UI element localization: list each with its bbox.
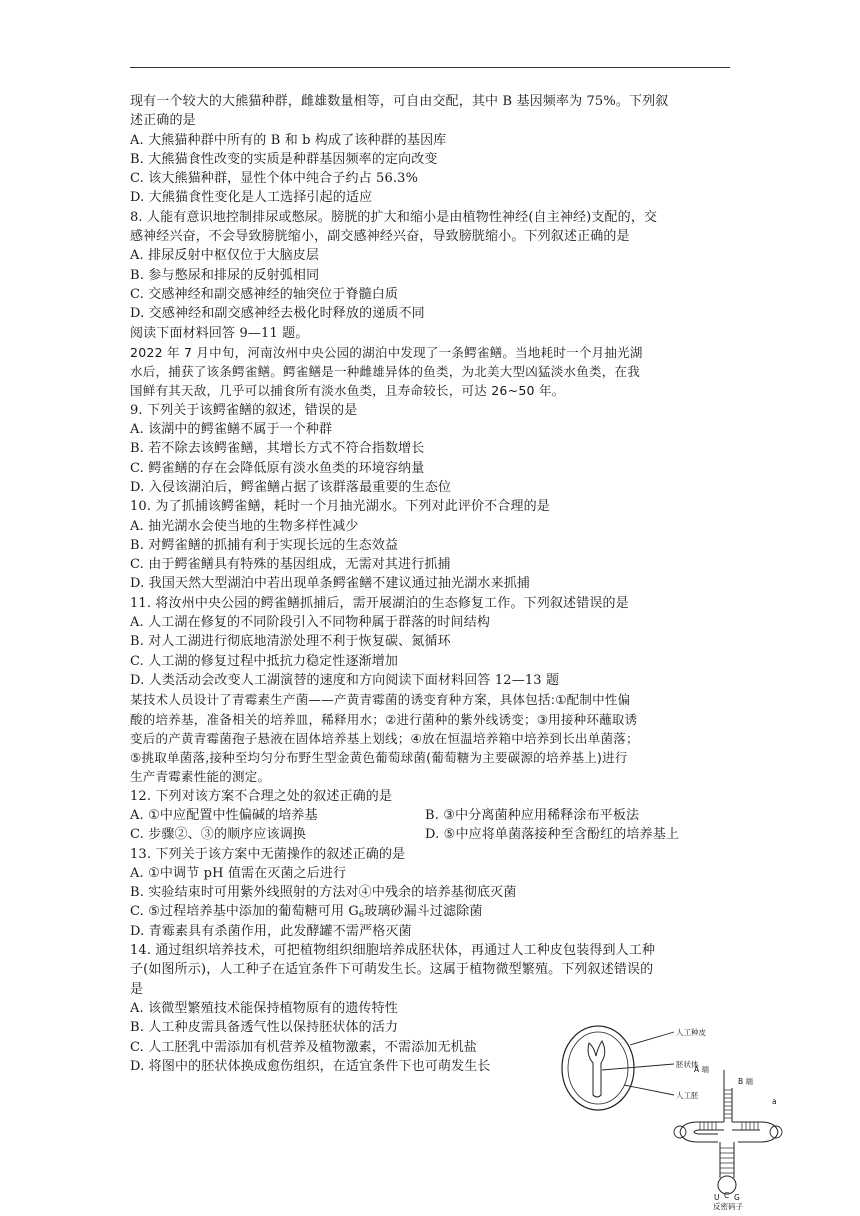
text-line: 现有一个较大的大熊猫种群，雌雄数量相等，可自由交配，其中 B 基因频率为 75%。下列叙 [130, 94, 669, 109]
anticodon-base-1: U [714, 1193, 720, 1202]
question-stem: 8. 人能有意识地控制排尿或憋尿。膀胱的扩大和缩小是由植物性神经(自主神经)支配的，交 [130, 209, 658, 225]
question-stem: 13. 下列关于该方案中无菌操作的叙述正确的是 [130, 846, 406, 862]
option-line: D. 我国天然大型湖泊中若出现单条鳄雀鳝不建议通过抽光湖水来抓捕 [130, 576, 531, 592]
option-line: B. 若不除去该鳄雀鳝，其增长方式不符合指数增长 [130, 441, 425, 457]
option-b: B. ③中分离菌种应用稀释涂布平板法 [425, 807, 640, 823]
label-embryo: 胚状体 [676, 1060, 699, 1069]
label-a-end: A 端 [694, 1065, 710, 1074]
anticodon-base-3: G [734, 1193, 740, 1202]
option-c-pre: C. ⑤过程培养基中添加的葡萄糖可用 G [130, 904, 359, 920]
t-arm-rungs [742, 1122, 758, 1130]
questions-9-11-block [130, 401, 735, 690]
material-line: 水后，捕获了该条鳄雀鳝。鳄雀鳝是一种雌雄异体的鱼类，为北美大型凶猛淡水鱼类，在我 [130, 364, 641, 380]
option-c: C. 人工胚乳中需添加有机营养及植物激素，不需添加无机盐 [130, 1039, 477, 1055]
question-stem: 14. 通过组织培养技术，可把植物组织细胞培养成胚状体，再通过人工种皮包装得到人工种 [130, 943, 656, 959]
trna-diagram [668, 1060, 788, 1210]
option-line: C. 交感神经和副交感神经的轴突位于脊髓白质 [130, 286, 399, 302]
option-line: D. 人类活动会改变人工湖演替的速度和方向阅读下面材料回答 12—13 题 [130, 672, 560, 688]
header-rule [130, 67, 730, 68]
label-endosperm: 人工胚 [676, 1091, 699, 1100]
option-b: B. 实验结束时可用紫外线照射的方法对④中残余的培养基彻底灭菌 [130, 885, 517, 901]
option-line: C. 人工湖的修复过程中抵抗力稳定性逐渐增加 [130, 653, 399, 669]
option-line: D. 入侵该湖泊后，鳄雀鳝占据了该群落最重要的生态位 [130, 479, 452, 495]
d-arm [680, 1122, 724, 1142]
trna-figure [668, 1060, 788, 1210]
option-a: A. 该微型繁殖技术能保持植物原有的遗传特性 [130, 1000, 398, 1016]
question-8-block [130, 208, 735, 343]
text-line: 述正确的是 [130, 113, 196, 129]
label-seed-coat: 人工种皮 [676, 1028, 706, 1037]
reading-instruction: 阅读下面材料回答 9—11 题。 [130, 325, 309, 341]
question-stem: 是 [130, 981, 144, 997]
material-passage-2 [130, 690, 735, 786]
option-line: D. 交感神经和副交感神经去极化时释放的递质不同 [130, 306, 425, 322]
material-line: 酸的培养基，准备相关的培养皿，稀释用水；②进行菌种的紫外线诱变；③用接种环蘸取诱 [130, 711, 638, 727]
option-line: C. 鳄雀鳝的存在会降低原有淡水鱼类的环境容纳量 [130, 460, 425, 476]
option-line: A. 抽光湖水会使当地的生物多样性减少 [130, 518, 359, 534]
option-line: A. 排尿反射中枢仅位于大脑皮层 [130, 248, 320, 264]
material-line: 变后的产黄青霉菌孢子悬液在固体培养基上划线；④放在恒温培养箱中培养到长出单菌落； [130, 730, 639, 746]
material-line: 某技术人员设计了青霉素生产菌——产黄青霉菌的诱变育种方案，具体包括:①配制中性偏 [130, 692, 631, 708]
question-stem: 9. 下列关于该鳄雀鳝的叙述，错误的是 [130, 402, 358, 418]
pointer-line [624, 1085, 674, 1095]
document-body [130, 92, 735, 1076]
option-b: B. 人工种皮需具备透气性以保持胚状体的活力 [130, 1020, 399, 1036]
material-line: 2022 年 7 月中旬，河南汝州中央公园的湖泊中发现了一条鳄雀鳝。当地耗时一个月抽光湖 [130, 344, 643, 360]
label-anticodon: 反密码子 [713, 1202, 743, 1210]
option-d: D. ⑤中应将单菌落接种至含酚红的培养基上 [425, 827, 680, 843]
anticodon-stem [720, 1142, 734, 1178]
label-b-end: B 端 [738, 1077, 754, 1086]
question-stem: 11. 将汝州中央公园的鳄雀鳝抓捕后，需开展湖泊的生态修复工作。下列叙述错误的是 [130, 595, 629, 611]
question-12-block [130, 787, 735, 845]
option-c-post: 玻璃砂漏斗过滤除菌 [364, 904, 483, 920]
option-d: D. 将图中的胚状体换成愈伤组织，在适宜条件下也可萌发生长 [130, 1058, 491, 1074]
option-line: B. 对人工湖进行彻底地清淤处理不利于恢复碳、氮循环 [130, 634, 451, 650]
question-stem: 子(如图所示)，人工种子在适宜条件下可萌发生长。这属于植物微型繁殖。下列叙述错误的 [130, 962, 654, 978]
anticodon-base-2: C [724, 1191, 730, 1200]
option-row [130, 825, 735, 844]
d-arm-rungs [700, 1122, 716, 1130]
pointer-line [630, 1032, 674, 1045]
option-line: B. 参与憋尿和排尿的反射弧相同 [130, 267, 320, 283]
option-line: A. 该湖中的鳄雀鳝不属于一个种群 [130, 422, 333, 438]
anticodon-rungs [720, 1148, 734, 1173]
question-stem: 感神经兴奋，不会导致膀胱缩小，副交感神经兴奋，导致膀胱缩小。下列叙述正确的是 [130, 229, 630, 245]
label-a-small: a [772, 1097, 777, 1106]
question-7-block [130, 92, 735, 208]
t-arm [732, 1122, 778, 1142]
option-line: A. 人工湖在修复的不同阶段引入不同物种属于群落的时间结构 [130, 615, 491, 631]
option-a: A. ①中应配置中性偏碱的培养基 [130, 807, 318, 823]
option-line: B. 大熊猫食性改变的实质是种群基因频率的定向改变 [130, 151, 438, 167]
acceptor-rungs [724, 1090, 732, 1118]
option-c: C. 步骤②、③的顺序应该调换 [130, 827, 306, 843]
option-row [130, 806, 735, 825]
material-line: 国鲜有其天敌，几乎可以捕食所有淡水鱼类，且寿命较长，可达 26~50 年。 [130, 383, 565, 399]
question-stem: 12. 下列对该方案不合理之处的叙述正确的是 [130, 788, 393, 804]
option-line: D. 大熊猫食性变化是人工选择引起的适应 [130, 190, 373, 206]
option-d: D. 青霉素具有杀菌作用，此发酵罐不需严格灭菌 [130, 923, 412, 939]
option-a: A. ①中调节 pH 值需在灭菌之后进行 [130, 865, 347, 881]
option-line: B. 对鳄雀鳝的抓捕有利于实现长远的生态效益 [130, 537, 399, 553]
question-stem: 10. 为了抓捕该鳄雀鳝，耗时一个月抽光湖水。下列对此评价不合理的是 [130, 499, 550, 515]
material-passage-1 [130, 343, 735, 401]
option-line: C. 该大熊猫种群，显性个体中纯合子约占 56.3% [130, 171, 419, 187]
option-line: A. 大熊猫种群中所有的 B 和 b 构成了该种群的基因库 [130, 132, 447, 148]
material-line: ⑤挑取单菌落,接种至均匀分布野生型金黄色葡萄球菌(葡萄糖为主要碳源的培养基上)进行 [130, 750, 628, 766]
option-c [130, 902, 735, 921]
option-c-subscript: 6 [358, 910, 365, 920]
option-line: C. 由于鳄雀鳝具有特殊的基因组成，无需对其进行抓捕 [130, 557, 451, 573]
question-13-block [130, 845, 735, 941]
material-line: 生产青霉素性能的测定。 [130, 769, 271, 785]
